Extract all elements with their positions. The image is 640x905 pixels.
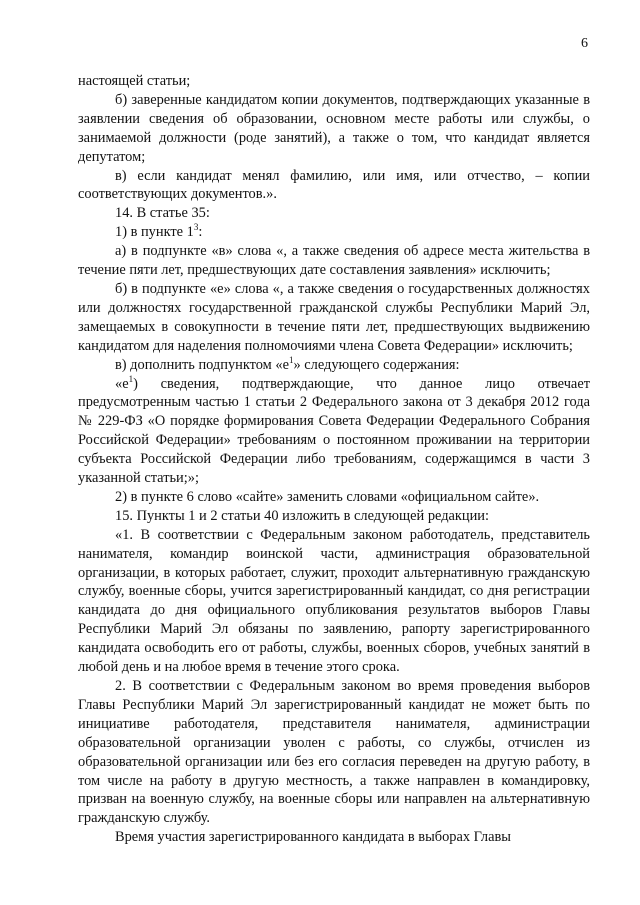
paragraph [78,677,590,828]
paragraph-text: в) дополнить подпунктом «е [115,356,289,373]
paragraph [78,526,590,677]
paragraph-text: б) в подпункте «е» слова «, а также сведения о государственных должностях или должностях государственной гражданской службы Республики Марий Эл, замещаемых в совокупности в течение пяти лет, предшествующих выдвижению кандидатом для наделения полномочиями члена Совета Федерации» исключить; [78,280,590,354]
paragraph [78,356,590,375]
paragraph-text: ) сведения, подтверждающие, что данное лицо отвечает предусмотренным частью 1 статьи 2 Федерального закона от 3 декабря 2012 года № 229-ФЗ «О порядке формирования Совета Федерации Федерального Собрания Российской Федерации» требованиям о постоянном проживании на территории субъекта Российской Федерации либо требованиям, содержащимся в части 3 указанной статьи;»; [78,375,590,487]
paragraph [78,242,590,280]
paragraph [78,280,590,356]
superscript: 3 [193,222,199,233]
paragraph-text: б) заверенные кандидатом копии документов, подтверждающих указанные в заявлении сведения об образовании, основном месте работы или службы, о занимаемой должности (роде занятий), а также о том, что кандидат является депутатом; [78,91,590,165]
page-number: 6 [581,36,588,51]
superscript: 1 [128,373,134,384]
paragraph-text: «е [115,375,129,392]
paragraph [78,167,590,205]
paragraph-text: 2. В соответствии с Федеральным законом во время проведения выборов Главы Республики Марий Эл зарегистрированный кандидат не может быть по инициативе работодателя, представителя нанимателя, администрации образовательной организации уволен с работы, со службы, отчислен из образовательной организации или без его согласия переведен на другую работу, в том числе на работу в другую местность, а также направлен в командировку, призван на военную службу, на военные сборы или направлен на альтернативную гражданскую службу. [78,678,590,827]
paragraph-text: » следующего содержания: [293,356,460,373]
paragraph-text: «1. В соответствии с Федеральным законом работодатель, представитель нанимателя, командир воинской части, администрация образовательной организации, в которых работает, служит, проходит альтернативную гражданскую службу, военные сборы, учится зарегистрированный кандидат, со дня регистрации кандидата до дня официального опубликования результатов выборов Главы Республики Марий Эл обязаны по заявлению, рапорту зарегистрированного кандидата освободить его от работы, службы, военных сборов, учебных занятий в любой день и на любое время в течение этого срока. [78,526,590,676]
paragraph [78,204,590,223]
paragraph [78,91,590,167]
paragraph-text: 15. Пункты 1 и 2 статьи 40 изложить в следующей редакции: [115,507,490,524]
paragraph [78,375,590,488]
paragraph-text: в) если кандидат менял фамилию, или имя, или отчество, – копии соответствующих документов.». [78,167,590,203]
paragraph-text: а) в подпункте «в» слова «, а также сведения об адресе места жительства в течение пяти лет, предшествующих дате составления заявления» исключить; [78,243,590,279]
paragraph [78,223,590,242]
paragraph-text: Время участия зарегистрированного кандидата в выборах Главы [115,829,511,846]
paragraph [78,828,590,847]
paragraph-text: 2) в пункте 6 слово «сайте» заменить словами «официальном сайте». [115,488,540,505]
paragraph [78,507,590,526]
paragraph-text: настоящей статьи; [78,73,191,89]
paragraph-text: 1) в пункте 1 [115,224,194,241]
document-body [78,72,590,847]
paragraph [78,72,590,91]
paragraph-text: : [198,224,203,241]
superscript: 1 [288,354,294,365]
paragraph-text: 14. В статье 35: [115,205,210,222]
paragraph [78,488,590,507]
